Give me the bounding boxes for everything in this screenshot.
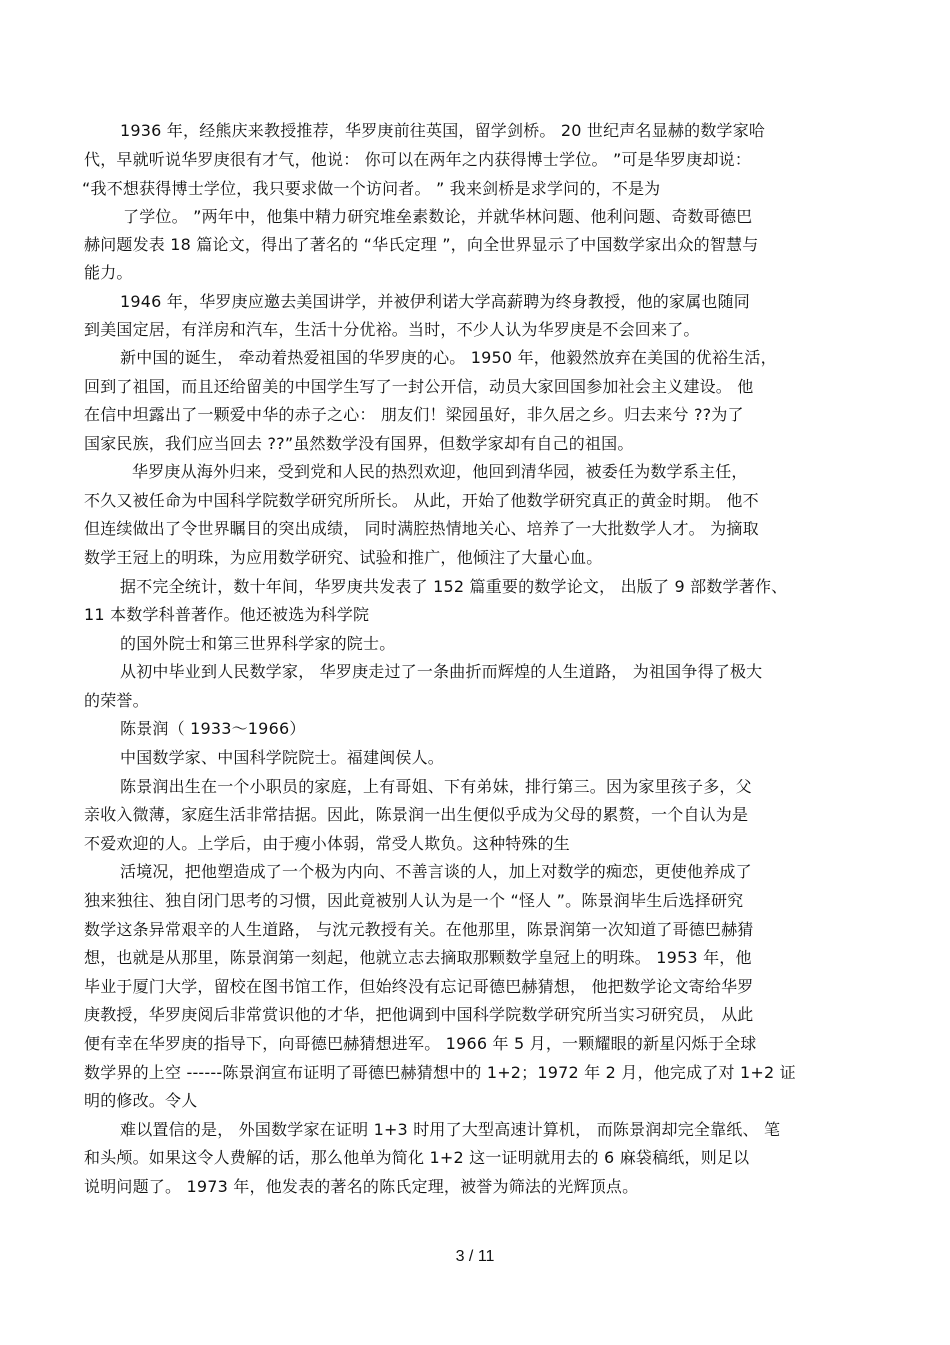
text-line: 的荣誉。 [84,691,149,710]
text-line: 在信中坦露出了一颗爱中华的赤子之心： 朋友们！梁园虽好，非久居之乡。归去来兮 ??为了 [84,405,744,424]
text-line: 的国外院士和第三世界科学家的院士。 [120,634,396,653]
text-line: 但连续做出了令世界瞩目的突出成绩， 同时满腔热情地关心、培养了一大批数学人才。 为摘取 [84,519,759,538]
text-line: 能力。 [84,263,133,282]
text-line: 1946 年，华罗庚应邀去美国讲学，并被伊利诺大学高薪聘为终身教授，他的家属也随同 [120,292,751,311]
text-line: 不爱欢迎的人。上学后，由于瘦小体弱，常受人欺负。这种特殊的生 [84,834,571,853]
text-line: 陈景润（ 1933～1966） [120,719,306,738]
text-line: 1936 年，经熊庆来教授推荐，华罗庚前往英国，留学剑桥。 20 世纪声名显赫的数学家哈 [120,121,766,140]
text-line: 明的修改。令人 [84,1091,198,1110]
text-line: 赫问题发表 18 篇论文，得出了著名的 “华氏定理 ”，向全世界显示了中国数学家出众的智慧与 [84,235,759,254]
text-line: 代，早就听说华罗庚很有才气，他说： 你可以在两年之内获得博士学位。 ”可是华罗庚却说： [84,150,752,169]
text-line: 数学界的上空 ------陈景润宣布证明了哥德巴赫猜想中的 1+2；1972 年 2 月，他完成了对 1+2 证 [84,1063,796,1082]
text-line: 亲收入微薄，家庭生活非常拮据。因此，陈景润一出生便似乎成为父母的累赘，一个自认为是 [84,805,749,824]
text-line: 到美国定居，有洋房和汽车，生活十分优裕。当时，不少人认为华罗庚是不会回来了。 [84,320,700,339]
text-line: 庚教授，华罗庚阅后非常赏识他的才华，把他调到中国科学院数学研究所当实习研究员， 从此 [84,1005,754,1024]
text-line: 便有幸在华罗庚的指导下，向哥德巴赫猜想进军。 1966 年 5 月，一颗耀眼的新星闪烁于全球 [84,1034,757,1053]
text-line: 独来独往、独自闭门思考的习惯，因此竟被别人认为是一个 “怪人 ”。陈景润毕生后选择研究 [84,891,744,910]
text-line: 11 本数学科普著作。他还被选为科学院 [84,605,370,624]
page-number: 3 / 11 [455,1248,495,1265]
text-line: 和头颅。如果这令人费解的话，那么他单为简化 1+2 这一证明就用去的 6 麻袋稿纸，则足以 [84,1148,750,1167]
text-line: 回到了祖国，而且还给留美的中国学生写了一封公开信，动员大家回国参加社会主义建设。 他 [84,377,754,396]
text-line: 国家民族，我们应当回去 ??”虽然数学没有国界，但数学家却有自己的祖国。 [84,434,634,453]
text-line: 中国数学家、中国科学院院士。福建闽侯人。 [120,748,445,767]
text-line: 据不完全统计，数十年间，华罗庚共发表了 152 篇重要的数学论文， 出版了 9 部数学著作、 [120,577,788,596]
text-line: 陈景润出生在一个小职员的家庭，上有哥姐、下有弟妹，排行第三。因为家里孩子多，父 [120,777,752,796]
text-line: 说明问题了。 1973 年，他发表的著名的陈氏定理，被誉为筛法的光辉顶点。 [84,1177,639,1196]
text-line: 了学位。 ”两年中，他集中精力研究堆垒素数论，并就华林问题、他利问题、奇数哥德巴 [123,207,753,226]
text-line: 难以置信的是， 外国数学家在证明 1+3 时用了大型高速计算机， 而陈景润却完全靠纸、 笔 [120,1120,781,1139]
text-line: 想，也就是从那里，陈景润第一刻起，他就立志去摘取那颗数学皇冠上的明珠。 1953 年，他 [84,948,752,967]
text-line: “我不想获得博士学位，我只要求做一个访问者。 ” 我来剑桥是求学问的，不是为 [82,179,661,198]
text-line: 华罗庚从海外归来，受到党和人民的热烈欢迎，他回到清华园，被委任为数学系主任， [132,462,748,481]
text-line: 数学王冠上的明珠，为应用数学研究、试验和推广，他倾注了大量心血。 [84,548,603,567]
text-line: 毕业于厦门大学，留校在图书馆工作，但始终没有忘记哥德巴赫猜想， 他把数学论文寄给华罗 [84,977,754,996]
text-line: 数学这条异常艰辛的人生道路， 与沈元教授有关。在他那里，陈景润第一次知道了哥德巴赫猜 [84,920,754,939]
text-line: 活境况，把他塑造成了一个极为内向、不善言谈的人，加上对数学的痴恋，更使他养成了 [120,862,752,881]
text-line: 新中国的诞生， 牵动着热爱祖国的华罗庚的心。 1950 年，他毅然放弃在美国的优裕生活， [120,348,777,367]
text-line: 从初中毕业到人民数学家， 华罗庚走过了一条曲折而辉煌的人生道路， 为祖国争得了极大 [120,662,763,681]
text-line: 不久又被任命为中国科学院数学研究所所长。 从此，开始了他数学研究真正的黄金时期。 他不 [84,491,759,510]
